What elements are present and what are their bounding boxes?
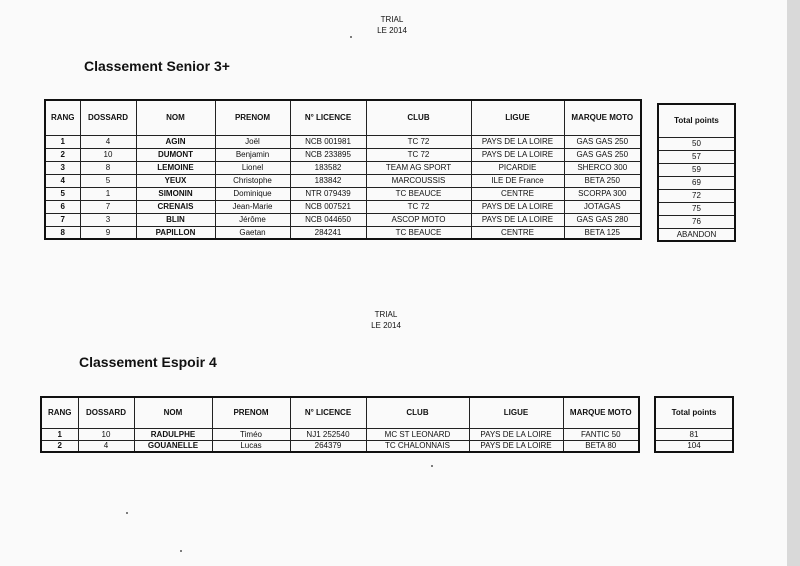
ligue-cell: PAYS DE LA LOIRE xyxy=(471,148,564,161)
col-club: CLUB xyxy=(366,100,471,135)
col-marque: MARQUE MOTO xyxy=(564,100,641,135)
dossard-cell: 9 xyxy=(80,226,136,239)
ligue-cell: CENTRE xyxy=(471,226,564,239)
club-cell: TC BEAUCE xyxy=(366,226,471,239)
table-row xyxy=(45,200,641,213)
marque-cell: BETA 250 xyxy=(564,174,641,187)
nom-cell: RADULPHE xyxy=(134,428,212,440)
col-total-points: Total points xyxy=(655,397,733,428)
espoir-points-table xyxy=(654,396,734,453)
col-club: CLUB xyxy=(366,397,469,428)
rank-cell: 2 xyxy=(45,148,80,161)
rank-cell: 6 xyxy=(45,200,80,213)
col-licence: N° LICENCE xyxy=(290,100,366,135)
col-nom: NOM xyxy=(134,397,212,428)
dossard-cell: 10 xyxy=(80,148,136,161)
scan-speck xyxy=(431,465,433,467)
table-row xyxy=(41,428,639,440)
licence-cell: 183842 xyxy=(290,174,366,187)
licence-cell: NTR 079439 xyxy=(290,187,366,200)
table-row xyxy=(45,226,641,239)
col-dossard: DOSSARD xyxy=(80,100,136,135)
header-trial: TRIAL xyxy=(380,15,404,24)
marque-cell: SCORPA 300 xyxy=(564,187,641,200)
points-cell: 72 xyxy=(658,189,735,202)
ligue-cell: CENTRE xyxy=(471,187,564,200)
ligue-cell: PAYS DE LA LOIRE xyxy=(469,428,563,440)
table-row xyxy=(45,148,641,161)
points-cell: 81 xyxy=(655,428,733,440)
dossard-cell: 5 xyxy=(80,174,136,187)
points-cell: 50 xyxy=(658,137,735,150)
club-cell: TC BEAUCE xyxy=(366,187,471,200)
col-licence: N° LICENCE xyxy=(290,397,366,428)
section1-header xyxy=(352,14,432,36)
ligue-cell: PAYS DE LA LOIRE xyxy=(471,135,564,148)
marque-cell: FANTIC 50 xyxy=(563,428,639,440)
section2-header xyxy=(346,309,426,331)
scan-speck xyxy=(350,36,352,38)
marque-cell: JOTAGAS xyxy=(564,200,641,213)
points-row xyxy=(658,176,735,189)
rank-cell: 4 xyxy=(45,174,80,187)
points-row xyxy=(655,428,733,440)
licence-cell: 284241 xyxy=(290,226,366,239)
points-cell: 75 xyxy=(658,202,735,215)
points-row xyxy=(655,440,733,452)
rank-cell: 7 xyxy=(45,213,80,226)
nom-cell: PAPILLON xyxy=(136,226,215,239)
dossard-cell: 4 xyxy=(80,135,136,148)
points-header-row xyxy=(658,104,735,137)
prenom-cell: Benjamin xyxy=(215,148,290,161)
header-trial: TRIAL xyxy=(374,310,398,319)
marque-cell: BETA 125 xyxy=(564,226,641,239)
col-nom: NOM xyxy=(136,100,215,135)
licence-cell: NCB 044650 xyxy=(290,213,366,226)
marque-cell: BETA 80 xyxy=(563,440,639,452)
col-ligue: LIGUE xyxy=(469,397,563,428)
club-cell: TC 72 xyxy=(366,135,471,148)
points-row xyxy=(658,202,735,215)
points-row xyxy=(658,150,735,163)
table-header-row xyxy=(41,397,639,428)
scan-speck xyxy=(180,550,182,552)
nom-cell: LEMOINE xyxy=(136,161,215,174)
points-row xyxy=(658,228,735,241)
scan-speck xyxy=(126,512,128,514)
espoir-results-table xyxy=(40,396,640,453)
section1-title: Classement Senior 3+ xyxy=(84,58,230,74)
marque-cell: SHERCO 300 xyxy=(564,161,641,174)
club-cell: TC 72 xyxy=(366,200,471,213)
licence-cell: NCB 001981 xyxy=(290,135,366,148)
club-cell: MARCOUSSIS xyxy=(366,174,471,187)
header-date: LE 2014 xyxy=(371,321,401,330)
col-prenom: PRENOM xyxy=(212,397,290,428)
points-row xyxy=(658,137,735,150)
col-marque: MARQUE MOTO xyxy=(563,397,639,428)
table-header-row xyxy=(45,100,641,135)
points-cell: 57 xyxy=(658,150,735,163)
nom-cell: SIMONIN xyxy=(136,187,215,200)
senior-points-table xyxy=(657,103,736,242)
dossard-cell: 4 xyxy=(78,440,134,452)
club-cell: TC 72 xyxy=(366,148,471,161)
rank-cell: 3 xyxy=(45,161,80,174)
prenom-cell: Timéo xyxy=(212,428,290,440)
prenom-cell: Joël xyxy=(215,135,290,148)
prenom-cell: Lucas xyxy=(212,440,290,452)
club-cell: ASCOP MOTO xyxy=(366,213,471,226)
nom-cell: BLIN xyxy=(136,213,215,226)
prenom-cell: Jérôme xyxy=(215,213,290,226)
table-row xyxy=(45,213,641,226)
rank-cell: 5 xyxy=(45,187,80,200)
prenom-cell: Christophe xyxy=(215,174,290,187)
ligue-cell: PICARDIE xyxy=(471,161,564,174)
nom-cell: DUMONT xyxy=(136,148,215,161)
header-date: LE 2014 xyxy=(377,26,407,35)
prenom-cell: Lionel xyxy=(215,161,290,174)
table-row xyxy=(45,135,641,148)
points-cell: 104 xyxy=(655,440,733,452)
nom-cell: GOUANELLE xyxy=(134,440,212,452)
nom-cell: AGIN xyxy=(136,135,215,148)
table-row xyxy=(41,440,639,452)
dossard-cell: 3 xyxy=(80,213,136,226)
dossard-cell: 7 xyxy=(80,200,136,213)
ligue-cell: PAYS DE LA LOIRE xyxy=(469,440,563,452)
licence-cell: 264379 xyxy=(290,440,366,452)
points-row xyxy=(658,189,735,202)
senior-results-table xyxy=(44,99,642,240)
dossard-cell: 8 xyxy=(80,161,136,174)
ligue-cell: PAYS DE LA LOIRE xyxy=(471,213,564,226)
col-dossard: DOSSARD xyxy=(78,397,134,428)
licence-cell: NCB 233895 xyxy=(290,148,366,161)
points-cell: 59 xyxy=(658,163,735,176)
table-row xyxy=(45,161,641,174)
col-total-points: Total points xyxy=(658,104,735,137)
club-cell: MC ST LEONARD xyxy=(366,428,469,440)
col-ligue: LIGUE xyxy=(471,100,564,135)
rank-cell: 1 xyxy=(41,428,78,440)
club-cell: TC CHALONNAIS xyxy=(366,440,469,452)
marque-cell: GAS GAS 250 xyxy=(564,135,641,148)
points-cell: 69 xyxy=(658,176,735,189)
points-header-row xyxy=(655,397,733,428)
rank-cell: 1 xyxy=(45,135,80,148)
licence-cell: NJ1 252540 xyxy=(290,428,366,440)
table-row xyxy=(45,174,641,187)
club-cell: TEAM AG SPORT xyxy=(366,161,471,174)
rank-cell: 8 xyxy=(45,226,80,239)
dossard-cell: 1 xyxy=(80,187,136,200)
points-row xyxy=(658,163,735,176)
licence-cell: NCB 007521 xyxy=(290,200,366,213)
rank-cell: 2 xyxy=(41,440,78,452)
prenom-cell: Jean-Marie xyxy=(215,200,290,213)
points-cell: ABANDON xyxy=(658,228,735,241)
col-rang: RANG xyxy=(45,100,80,135)
licence-cell: 183582 xyxy=(290,161,366,174)
nom-cell: CRENAIS xyxy=(136,200,215,213)
ligue-cell: ILE DE France xyxy=(471,174,564,187)
prenom-cell: Gaetan xyxy=(215,226,290,239)
marque-cell: GAS GAS 280 xyxy=(564,213,641,226)
table-row xyxy=(45,187,641,200)
nom-cell: YEUX xyxy=(136,174,215,187)
page-edge xyxy=(787,0,800,566)
dossard-cell: 10 xyxy=(78,428,134,440)
col-prenom: PRENOM xyxy=(215,100,290,135)
points-row xyxy=(658,215,735,228)
prenom-cell: Dominique xyxy=(215,187,290,200)
ligue-cell: PAYS DE LA LOIRE xyxy=(471,200,564,213)
marque-cell: GAS GAS 250 xyxy=(564,148,641,161)
col-rang: RANG xyxy=(41,397,78,428)
points-cell: 76 xyxy=(658,215,735,228)
section2-title: Classement Espoir 4 xyxy=(79,354,217,370)
